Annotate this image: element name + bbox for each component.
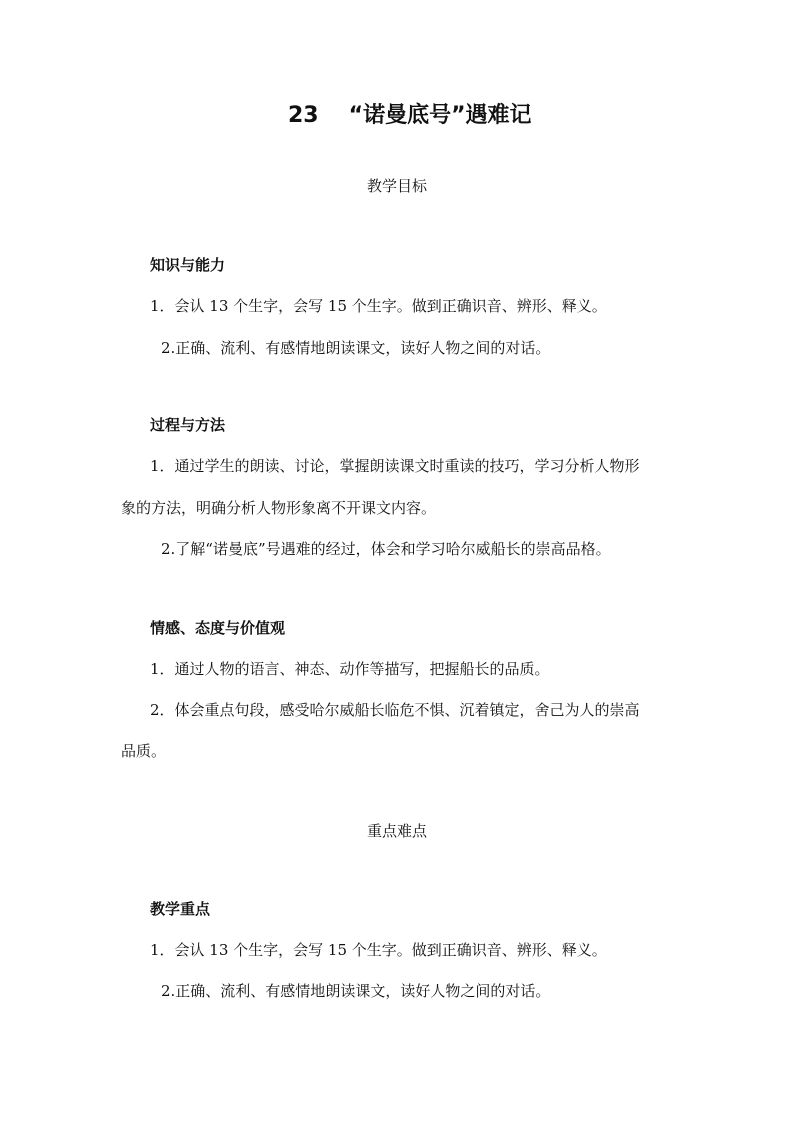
lesson-title-text: “诺曼底号”遇难记: [348, 103, 532, 128]
lesson-title: [288, 101, 532, 131]
knowledge-line-1: 1．会认 13 个生字，会写 15 个生字。做到正确识音、辨形、释义。: [150, 297, 607, 315]
emotion-line-2b: 品质。: [121, 742, 167, 760]
teaching-goals-heading: 教学目标: [366, 177, 427, 195]
process-method-heading: 过程与方法: [150, 416, 226, 434]
emotion-line-2a: 2．体会重点句段，感受哈尔威船长临危不惧、沉着镇定，舍己为人的崇高: [150, 701, 640, 719]
key-points-line-1: 1．会认 13 个生字，会写 15 个生字。做到正确识音、辨形、释义。: [150, 941, 607, 959]
process-line-1b: 象的方法，明确分析人物形象离不开课文内容。: [121, 499, 437, 517]
key-points-line-2: 2.正确、流利、有感情地朗读课文，读好人物之间的对话。: [161, 982, 551, 1000]
process-line-2: 2.了解“诺曼底”号遇难的经过，体会和学习哈尔威船长的崇高品格。: [161, 540, 611, 558]
emotion-values-heading: 情感、态度与价值观: [150, 619, 286, 637]
emotion-line-1: 1．通过人物的语言、神态、动作等描写，把握船长的品质。: [150, 660, 550, 678]
lesson-number: 23: [288, 103, 319, 128]
process-line-1a: 1．通过学生的朗读、讨论，掌握朗读课文时重读的技巧，学习分析人物形: [150, 457, 640, 475]
knowledge-ability-heading: 知识与能力: [150, 256, 226, 274]
knowledge-line-2: 2.正确、流利、有感情地朗读课文，读好人物之间的对话。: [161, 339, 551, 357]
teaching-key-points-heading: 教学重点: [150, 900, 211, 918]
key-difficult-heading: 重点难点: [366, 822, 427, 840]
